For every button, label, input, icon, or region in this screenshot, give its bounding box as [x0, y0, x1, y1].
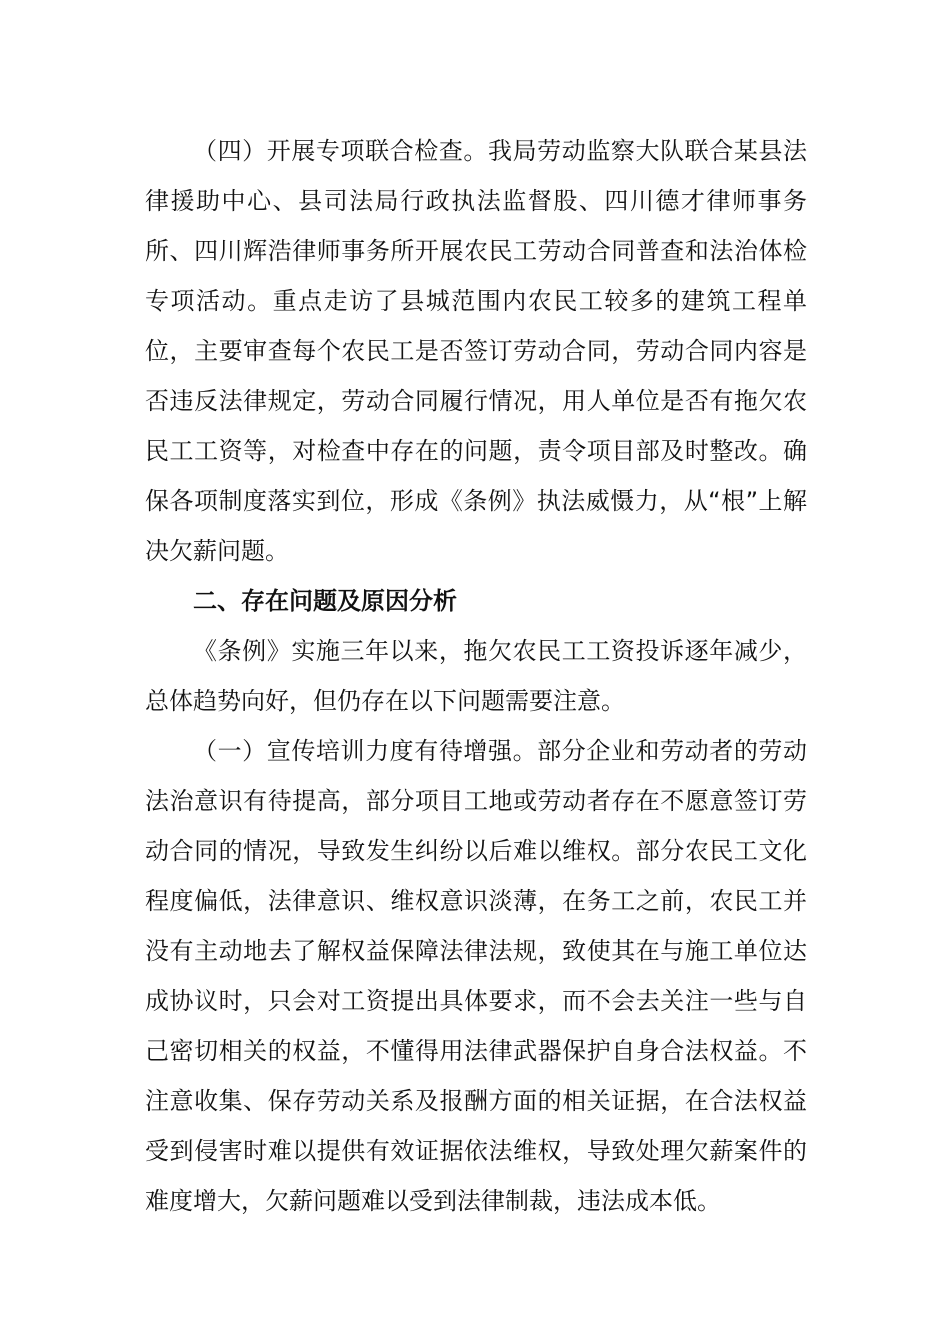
document-body: [145, 126, 807, 1226]
section-heading-problems: 二、存在问题及原因分析: [193, 587, 457, 615]
paragraph-joint-inspection: （四）开展专项联合检查。我局劳动监察大队联合某县法律援助中心、县司法局行政执法监督股、四川德才律师事务所、四川辉浩律师事务所开展农民工劳动合同普查和法治体检专项活动。重点走访了县城范围内农民工较多的建筑工程单位，主要审查每个农民工是否签订劳动合同，劳动合同内容是否违反法律规定，劳动合同履行情况，用人单位是否有拖欠农民工工资等，对检查中存在的问题，责令项目部及时整改。确保各项制度落实到位，形成《条例》执法威慑力，从“根”上解决欠薪问题。: [145, 137, 807, 565]
paragraph-intro: 《条例》实施三年以来，拖欠农民工工资投诉逐年减少，总体趋势向好，但仍存在以下问题需要注意。: [145, 637, 807, 715]
paragraph-publicity-training: （一）宣传培训力度有待增强。部分企业和劳动者的劳动法治意识有待提高，部分项目工地或劳动者存在不愿意签订劳动合同的情况，导致发生纠纷以后难以维权。部分农民工文化程度偏低，法律意识、维权意识淡薄，在务工之前，农民工并没有主动地去了解权益保障法律法规，致使其在与施工单位达成协议时，只会对工资提出具体要求，而不会去关注一些与自己密切相关的权益，不懂得用法律武器保护自身合法权益。不注意收集、保存劳动关系及报酬方面的相关证据，在合法权益受到侵害时难以提供有效证据依法维权，导致处理欠薪案件的难度增大，欠薪问题难以受到法律制裁，违法成本低。: [145, 737, 807, 1215]
